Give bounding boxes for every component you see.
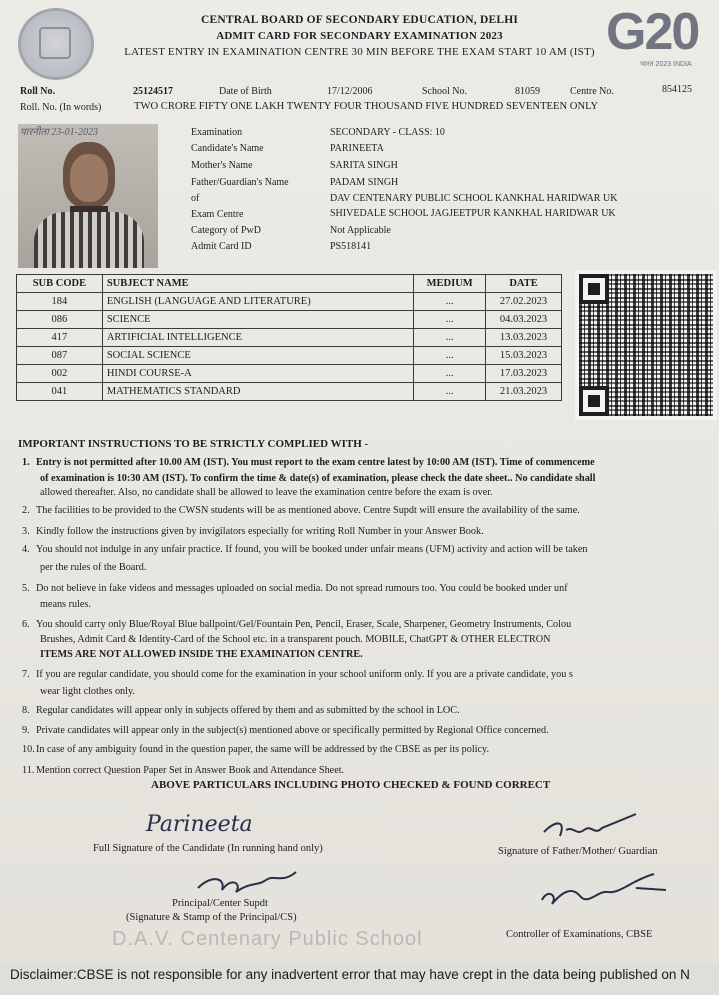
instruction-item: 1. Entry is not permitted after 10.00 AM (IST). You must report to the exam centre latest by 10:00 AM (IST). Time of commenceme bbox=[22, 457, 595, 468]
detail-label: Candidate's Name bbox=[191, 143, 264, 154]
detail-label: of bbox=[191, 193, 200, 204]
photo-stamp: पारनीता 23-01-2023 bbox=[20, 127, 98, 138]
detail-value: SECONDARY - CLASS: 10 bbox=[330, 127, 445, 138]
qr-code-icon bbox=[575, 270, 717, 420]
detail-label: Exam Centre bbox=[191, 209, 244, 220]
sub-code: 184 bbox=[17, 293, 103, 311]
instruction-line: of examination is 10:30 AM (IST). To confirm the time & date(s) of examination, please check the date sheet.. No candidate shall bbox=[40, 473, 596, 484]
table-row bbox=[17, 293, 562, 311]
instruction-item: 6. You should carry only Blue/Royal Blue ballpoint/Gel/Fountain Pen, Pencil, Eraser, Scale, Sharpener, Geometry Instruments, Colou bbox=[22, 619, 572, 630]
school-stamp-watermark: D.A.V. Centenary Public School bbox=[112, 928, 423, 950]
detail-label: Father/Guardian's Name bbox=[191, 177, 289, 188]
school-no-label: School No. bbox=[422, 86, 467, 97]
g20-subtitle: भारत 2023 INDIA bbox=[640, 61, 692, 68]
exam-date: 13.03.2023 bbox=[486, 329, 562, 347]
controller-label: Controller of Examinations, CBSE bbox=[506, 929, 653, 940]
instruction-line: Brushes, Admit Card & Identity-Card of the School etc. in a transparent pouch. MOBILE, ChatGPT & OTHER ELECTRON bbox=[40, 634, 551, 645]
instruction-line: ITEMS ARE NOT ALLOWED INSIDE THE EXAMINATION CENTRE. bbox=[40, 649, 363, 660]
detail-value: Not Applicable bbox=[330, 225, 391, 236]
detail-value: SARITA SINGH bbox=[330, 160, 398, 171]
instruction-line: allowed thereafter. Also, no candidate shall be allowed to leave the examination centre before the exam is over. bbox=[40, 487, 493, 498]
col-sub-code: SUB CODE bbox=[17, 275, 103, 293]
detail-value: PS518141 bbox=[330, 241, 372, 252]
medium: ... bbox=[414, 365, 486, 383]
medium: ... bbox=[414, 311, 486, 329]
controller-signature-icon bbox=[536, 870, 676, 920]
sub-code: 087 bbox=[17, 347, 103, 365]
medium: ... bbox=[414, 347, 486, 365]
candidate-signature: Parineeta bbox=[146, 812, 253, 837]
disclaimer-text: Disclaimer:CBSE is not responsible for any inadvertent error that may have crept in the data being published on N bbox=[10, 967, 690, 982]
subject-name: ARTIFICIAL INTELLIGENCE bbox=[102, 329, 413, 347]
instructions-title: IMPORTANT INSTRUCTIONS TO BE STRICTLY COMPLIED WITH - bbox=[18, 438, 369, 450]
col-date: DATE bbox=[486, 275, 562, 293]
school-no-value: 81059 bbox=[515, 86, 540, 97]
subject-name: SOCIAL SCIENCE bbox=[102, 347, 413, 365]
dob-value: 17/12/2006 bbox=[327, 86, 373, 97]
exam-date: 04.03.2023 bbox=[486, 311, 562, 329]
roll-label: Roll No. bbox=[20, 86, 55, 97]
detail-label: Admit Card ID bbox=[191, 241, 252, 252]
instruction-item: 2. The facilities to be provided to the CWSN students will be as mentioned above. Centre Supdt will ensure the availability of the same. bbox=[22, 505, 580, 516]
sub-code: 041 bbox=[17, 383, 103, 401]
subjects-table bbox=[16, 274, 562, 401]
table-row bbox=[17, 329, 562, 347]
instruction-item: 7. If you are regular candidate, you should come for the examination in your school uniform only. If you are a private candidate, you s bbox=[22, 669, 573, 680]
medium: ... bbox=[414, 383, 486, 401]
exam-date: 15.03.2023 bbox=[486, 347, 562, 365]
instruction-line: wear light clothes only. bbox=[40, 686, 135, 697]
sub-code: 417 bbox=[17, 329, 103, 347]
table-row bbox=[17, 311, 562, 329]
detail-label: Category of PwD bbox=[191, 225, 261, 236]
centre-no-label: Centre No. bbox=[570, 86, 614, 97]
principal-stamp-label: (Signature & Stamp of the Principal/CS) bbox=[126, 912, 297, 923]
medium: ... bbox=[414, 293, 486, 311]
instruction-item: 5. Do not believe in fake videos and messages uploaded on social media. Do not spread rumours too. You could be booked under unf bbox=[22, 583, 568, 594]
admit-card-title: ADMIT CARD FOR SECONDARY EXAMINATION 2023 bbox=[216, 30, 503, 42]
sub-code: 002 bbox=[17, 365, 103, 383]
roll-words-label: Roll. No. (In words) bbox=[20, 102, 102, 113]
col-subject-name: SUBJECT NAME bbox=[102, 275, 413, 293]
candidate-photo bbox=[18, 124, 158, 268]
verification-statement: ABOVE PARTICULARS INCLUDING PHOTO CHECKED & FOUND CORRECT bbox=[151, 779, 551, 791]
entry-notice: LATEST ENTRY IN EXAMINATION CENTRE 30 MIN BEFORE THE EXAM START 10 AM (IST) bbox=[124, 46, 595, 58]
table-row bbox=[17, 365, 562, 383]
candidate-signature-label: Full Signature of the Candidate (In running hand only) bbox=[93, 843, 323, 854]
detail-label: Examination bbox=[191, 127, 243, 138]
subject-name: HINDI COURSE-A bbox=[102, 365, 413, 383]
instruction-item: 10.In case of any ambiguity found in the question paper, the same will be addressed by the CBSE as per its policy. bbox=[22, 744, 490, 755]
detail-value: PADAM SINGH bbox=[330, 177, 399, 188]
centre-no-value: 854125 bbox=[662, 84, 692, 95]
subject-name: ENGLISH (LANGUAGE AND LITERATURE) bbox=[102, 293, 413, 311]
exam-date: 27.02.2023 bbox=[486, 293, 562, 311]
table-row bbox=[17, 383, 562, 401]
instruction-line: means rules. bbox=[40, 599, 91, 610]
g20-logo-icon: G20 bbox=[606, 3, 699, 61]
subject-name: SCIENCE bbox=[102, 311, 413, 329]
instruction-item: 8. Regular candidates will appear only in subjects offered by them and as submitted by the school in LOC. bbox=[22, 705, 460, 716]
detail-value: DAV CENTENARY PUBLIC SCHOOL KANKHAL HARIDWAR UK bbox=[330, 193, 618, 204]
exam-date: 17.03.2023 bbox=[486, 365, 562, 383]
instruction-item: 3. Kindly follow the instructions given by invigilators especially for writing Roll Number in your Answer Book. bbox=[22, 526, 484, 537]
principal-label: Principal/Center Supdt bbox=[172, 898, 268, 909]
roll-value: 25124517 bbox=[133, 86, 173, 97]
sub-code: 086 bbox=[17, 311, 103, 329]
table-header-row bbox=[17, 275, 562, 293]
dob-label: Date of Birth bbox=[219, 86, 272, 97]
table-row bbox=[17, 347, 562, 365]
roll-words-value: TWO CRORE FIFTY ONE LAKH TWENTY FOUR THOUSAND FIVE HUNDRED SEVENTEEN ONLY bbox=[134, 101, 599, 112]
detail-value: PARINEETA bbox=[330, 143, 384, 154]
instruction-item: 11. Mention correct Question Paper Set in Answer Book and Attendance Sheet. bbox=[22, 765, 345, 776]
col-medium: MEDIUM bbox=[414, 275, 486, 293]
guardian-signature-label: Signature of Father/Mother/ Guardian bbox=[498, 846, 658, 857]
subject-name: MATHEMATICS STANDARD bbox=[102, 383, 413, 401]
exam-date: 21.03.2023 bbox=[486, 383, 562, 401]
medium: ... bbox=[414, 329, 486, 347]
instruction-item: 9. Private candidates will appear only in the subject(s) mentioned above or specifically permitted by Regional Office concerned. bbox=[22, 725, 549, 736]
instruction-line: per the rules of the Board. bbox=[40, 562, 147, 573]
instruction-item: 4. You should not indulge in any unfair practice. If found, you will be booked under unfair means (UFM) activity and action will be taken bbox=[22, 544, 588, 555]
board-title: CENTRAL BOARD OF SECONDARY EDUCATION, DELHI bbox=[200, 14, 519, 26]
guardian-signature-icon bbox=[536, 810, 646, 850]
detail-value: SHIVEDALE SCHOOL JAGJEETPUR KANKHAL HARIDWAR UK bbox=[330, 208, 616, 219]
detail-label: Mother's Name bbox=[191, 160, 253, 171]
